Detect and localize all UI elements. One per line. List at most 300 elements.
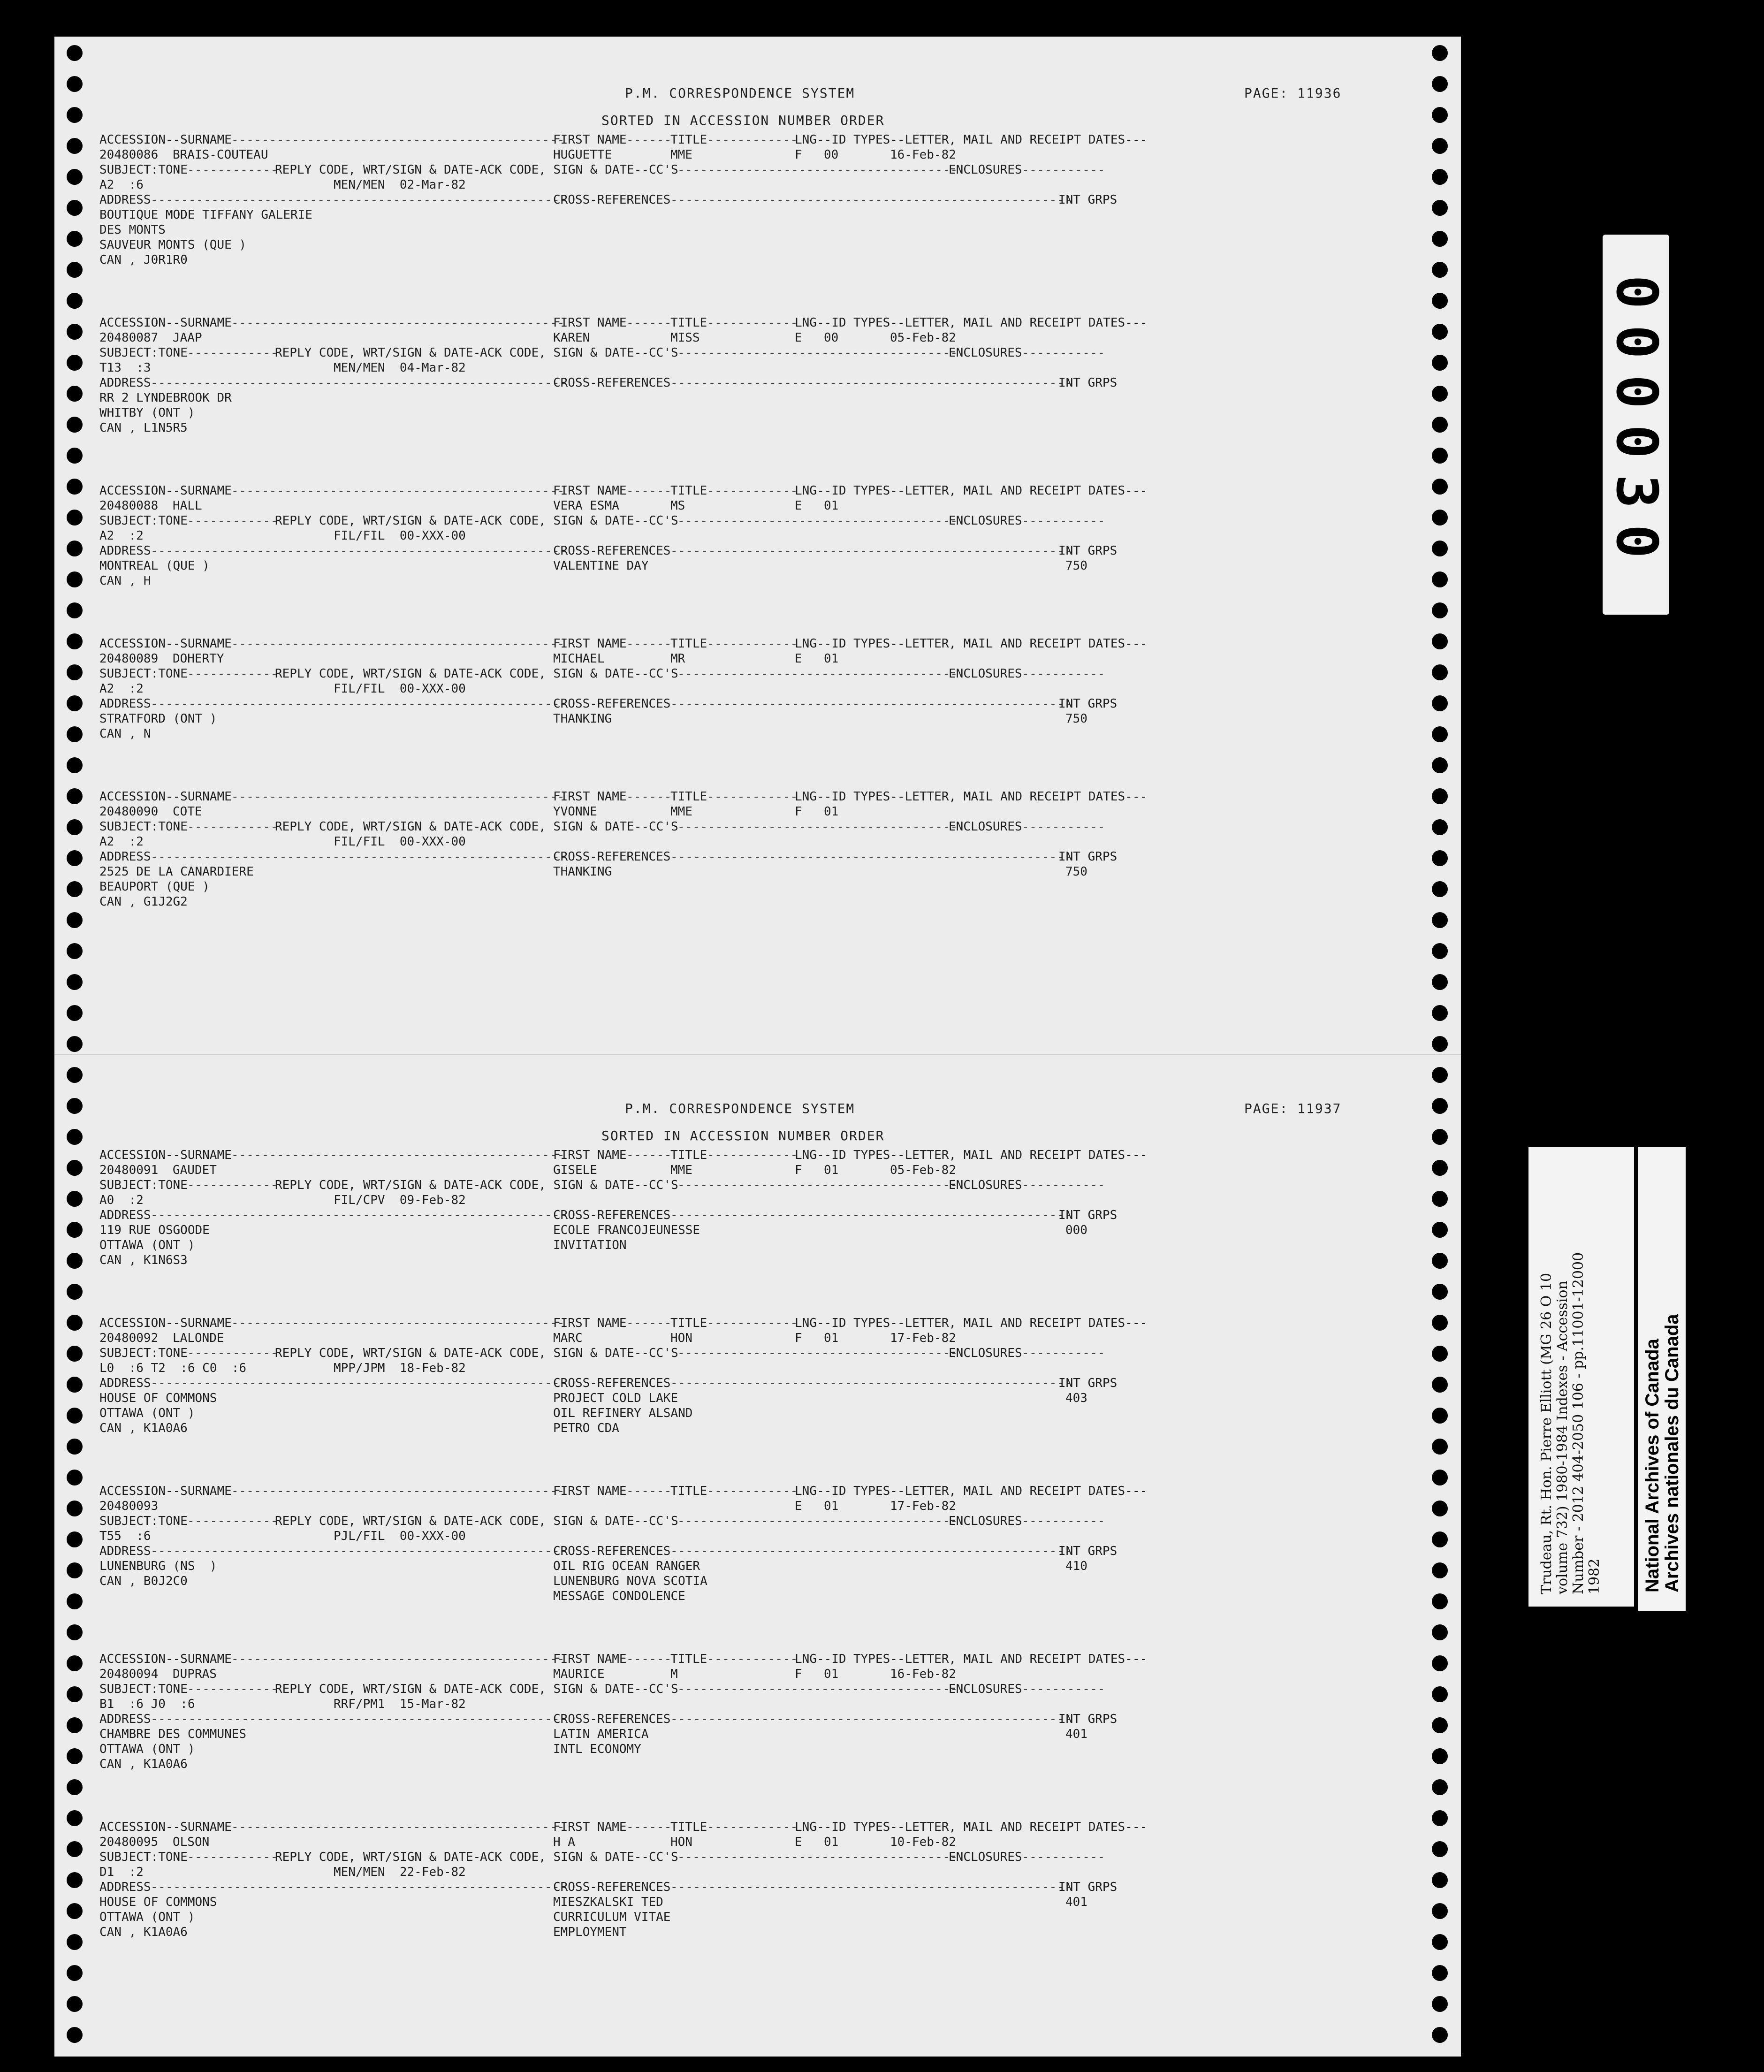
page-number: PAGE: 11937	[1244, 1101, 1342, 1116]
address-row	[99, 1253, 1441, 1268]
dash-rule: -------------------------------------	[677, 346, 958, 360]
label-enclosures: ENCLOSURES	[949, 667, 1022, 681]
label-lng-id: LNG--ID	[795, 1316, 846, 1330]
address-row	[99, 405, 1441, 420]
label-types: TYPES--LETTER, MAIL AND RECEIPT DATES---	[853, 1820, 1148, 1834]
surname: COTE	[173, 805, 202, 819]
cross-reference: VALENTINE DAY	[553, 559, 649, 573]
label-cross-references: CROSS-REFERENCES	[553, 1544, 671, 1558]
tractor-hole	[67, 695, 83, 711]
title: M	[670, 1667, 678, 1681]
language: F	[795, 805, 802, 819]
label-subject-tone: SUBJECT:TONE	[99, 667, 188, 681]
dash-rule: -------------------------------------------------------	[151, 850, 568, 864]
dash-rule: -------------------------------------	[677, 163, 958, 177]
label-enclosures: ENCLOSURES	[949, 1346, 1022, 1360]
address-row	[99, 420, 1441, 435]
tractor-hole	[67, 1439, 83, 1455]
dash-rule: -------------------------------------	[677, 1346, 958, 1360]
int-group: 000	[1065, 1223, 1087, 1237]
tractor-hole	[67, 1346, 83, 1362]
address-row	[99, 222, 1441, 237]
label-int-grps: INT GRPS	[1058, 1880, 1118, 1894]
dash-rule: --------------------------------------------	[231, 484, 565, 498]
citation-label	[1528, 1147, 1634, 1607]
address-line: 2525 DE LA CANARDIERE	[99, 865, 254, 879]
reply-code: FIL/FIL 00-XXX-00	[334, 682, 466, 696]
record-label-row	[99, 1652, 1441, 1667]
dash-rule: ------------	[187, 1346, 278, 1360]
tractor-hole	[67, 541, 83, 556]
cross-reference: PETRO CDA	[553, 1421, 619, 1435]
first-name: VERA ESMA	[553, 499, 619, 513]
label-types: TYPES--LETTER, MAIL AND RECEIPT DATES---	[853, 637, 1148, 651]
cross-reference: THANKING	[553, 865, 612, 879]
accession-record	[99, 1316, 1441, 1436]
label-ack-code: ACK CODE, SIGN & DATE--CC'S	[480, 667, 678, 681]
dash-rule: -------------------------------------------------------	[151, 193, 568, 207]
label-address: ADDRESS	[99, 544, 151, 558]
dash-rule: -----------	[1022, 1178, 1105, 1192]
record-label-row	[99, 315, 1441, 330]
reply-code: RRF/PM1 15-Mar-82	[334, 1697, 466, 1711]
record-value-row	[99, 651, 1441, 666]
surname: JAAP	[173, 331, 202, 345]
label-enclosures: ENCLOSURES	[949, 820, 1022, 834]
dash-rule: -----------------------------------------------------	[670, 376, 1072, 390]
address-label-row	[99, 1880, 1441, 1895]
label-ack-code: ACK CODE, SIGN & DATE--CC'S	[480, 163, 678, 177]
letter-date: 16-Feb-82	[890, 148, 956, 162]
dash-rule: -----------	[1022, 1346, 1105, 1360]
label-int-grps: INT GRPS	[1058, 1712, 1118, 1726]
dash-rule: ------	[626, 1148, 672, 1162]
tractor-hole	[67, 788, 83, 804]
label-reply-code: REPLY CODE, WRT/SIGN & DATE-	[275, 1682, 481, 1696]
int-group: 750	[1065, 559, 1087, 573]
tractor-hole	[67, 1996, 83, 2012]
address-row	[99, 207, 1441, 222]
title: MS	[670, 499, 685, 513]
dash-rule: ------------	[187, 667, 278, 681]
page-header	[99, 1101, 1441, 1148]
surname: GAUDET	[173, 1163, 217, 1177]
subject-tone: A2 :2	[99, 682, 144, 696]
surname: OLSON	[173, 1835, 210, 1849]
first-name: YVONNE	[553, 805, 597, 819]
label-reply-code: REPLY CODE, WRT/SIGN & DATE-	[275, 667, 481, 681]
dash-rule: -------------------------------------	[677, 820, 958, 834]
address-row	[99, 252, 1441, 267]
address-line: BOUTIQUE MODE TIFFANY GALERIE	[99, 208, 312, 222]
address-line: OTTAWA (ONT )	[99, 1742, 195, 1756]
label-enclosures: ENCLOSURES	[949, 1178, 1022, 1192]
address-label-row	[99, 192, 1441, 207]
address-row	[99, 1742, 1441, 1757]
tractor-hole	[67, 45, 83, 61]
tractor-hole	[67, 1036, 83, 1052]
address-row	[99, 726, 1441, 741]
address-line: MONTREAL (QUE )	[99, 559, 210, 573]
label-address: ADDRESS	[99, 1544, 151, 1558]
label-types: TYPES--LETTER, MAIL AND RECEIPT DATES---	[853, 484, 1148, 498]
subject-tone: L0 :6 T2 :6 C0 :6	[99, 1361, 247, 1375]
label-first-name: FIRST NAME	[553, 316, 627, 330]
address-row	[99, 1727, 1441, 1742]
first-name: KAREN	[553, 331, 590, 345]
frame-number-tag	[1603, 235, 1669, 615]
subject-tone: A2 :2	[99, 529, 144, 543]
dash-rule: ------	[626, 133, 672, 147]
label-title: TITLE	[670, 637, 707, 651]
cross-reference: LUNENBURG NOVA SCOTIA	[553, 1574, 707, 1588]
dash-rule: -----------	[1022, 514, 1105, 528]
subject-label-row	[99, 1514, 1441, 1529]
address-row	[99, 558, 1441, 573]
address-line: OTTAWA (ONT )	[99, 1406, 195, 1420]
label-enclosures: ENCLOSURES	[949, 163, 1022, 177]
first-name: MICHAEL	[553, 652, 605, 666]
label-ack-code: ACK CODE, SIGN & DATE--CC'S	[480, 1514, 678, 1528]
dash-rule: ------	[626, 1652, 672, 1666]
tractor-hole	[67, 200, 83, 216]
address-row	[99, 894, 1441, 909]
label-reply-code: REPLY CODE, WRT/SIGN & DATE-	[275, 346, 481, 360]
record-label-row	[99, 789, 1441, 804]
address-row	[99, 573, 1441, 588]
dash-rule: -------------------------------------------------------	[151, 1544, 568, 1558]
cross-reference: PROJECT COLD LAKE	[553, 1391, 678, 1405]
label-cross-references: CROSS-REFERENCES	[553, 1880, 671, 1894]
page-header	[99, 85, 1441, 132]
surname: DUPRAS	[173, 1667, 217, 1681]
int-group: 401	[1065, 1895, 1087, 1909]
id-code: 01	[824, 1835, 839, 1849]
dash-rule: ------------	[187, 1850, 278, 1864]
address-row	[99, 1925, 1441, 1940]
label-ack-code: ACK CODE, SIGN & DATE--CC'S	[480, 820, 678, 834]
label-lng-id: LNG--ID	[795, 637, 846, 651]
label-title: TITLE	[670, 1820, 707, 1834]
label-ack-code: ACK CODE, SIGN & DATE--CC'S	[480, 1682, 678, 1696]
tractor-hole	[1432, 45, 1448, 61]
label-first-name: FIRST NAME	[553, 1316, 627, 1330]
record-value-row	[99, 1331, 1441, 1346]
label-subject-tone: SUBJECT:TONE	[99, 514, 188, 528]
tractor-hole	[67, 1965, 83, 1981]
address-line: CAN , K1A0A6	[99, 1925, 188, 1939]
dash-rule: -----------	[1022, 346, 1105, 360]
accession-record	[99, 1652, 1441, 1772]
subject-value-row	[99, 681, 1441, 696]
language: E	[795, 331, 802, 345]
dash-rule: -------------------------------------	[677, 1850, 958, 1864]
accession-record	[99, 1484, 1441, 1604]
tractor-hole	[67, 1160, 83, 1176]
reply-code: PJL/FIL 00-XXX-00	[334, 1529, 466, 1543]
tractor-hole	[67, 510, 83, 526]
dash-rule: --------------------------------------------	[231, 1316, 565, 1330]
frame-number: 000030	[1604, 275, 1669, 574]
tractor-hole	[67, 448, 83, 464]
label-reply-code: REPLY CODE, WRT/SIGN & DATE-	[275, 1850, 481, 1864]
letter-date: 17-Feb-82	[890, 1499, 956, 1513]
dash-rule: -----------	[1022, 1514, 1105, 1528]
tractor-hole	[67, 633, 83, 649]
dash-rule: -----------------------------------------------------	[670, 1544, 1072, 1558]
subject-value-row	[99, 1865, 1441, 1880]
title: MME	[670, 148, 692, 162]
subject-label-row	[99, 1346, 1441, 1361]
cross-reference: THANKING	[553, 712, 612, 726]
letter-date: 05-Feb-82	[890, 331, 956, 345]
accession-record	[99, 315, 1441, 435]
label-int-grps: INT GRPS	[1058, 544, 1118, 558]
address-label-row	[99, 696, 1441, 711]
dash-rule: -------------------------------------------------------	[151, 1712, 568, 1726]
accession-number: 20480091	[99, 1163, 159, 1177]
subject-tone: A0 :2	[99, 1193, 144, 1207]
subject-tone: T13 :3	[99, 361, 151, 375]
label-title: TITLE	[670, 316, 707, 330]
label-enclosures: ENCLOSURES	[949, 514, 1022, 528]
address-row	[99, 1406, 1441, 1421]
dash-rule: -----------------------------------------------------	[670, 850, 1072, 864]
address-row	[99, 1574, 1441, 1589]
tractor-hole	[67, 1624, 83, 1640]
language: F	[795, 1331, 802, 1345]
surname: HALL	[173, 499, 202, 513]
dash-rule: --------------------------------------------	[231, 790, 565, 804]
dash-rule: -------------------------------------	[677, 1682, 958, 1696]
address-line: RR 2 LYNDEBROOK DR	[99, 391, 232, 405]
label-reply-code: REPLY CODE, WRT/SIGN & DATE-	[275, 1178, 481, 1192]
subject-value-row	[99, 1361, 1441, 1376]
letter-date: 10-Feb-82	[890, 1835, 956, 1849]
label-accession: ACCESSION--SURNAME	[99, 790, 232, 804]
label-address: ADDRESS	[99, 1880, 151, 1894]
address-line: CAN , H	[99, 574, 151, 588]
address-label-row	[99, 1376, 1441, 1391]
tractor-hole	[1432, 2027, 1448, 2043]
reply-code: MEN/MEN 04-Mar-82	[334, 361, 466, 375]
subject-value-row	[99, 1697, 1441, 1712]
tractor-hole	[67, 757, 83, 773]
reply-code: FIL/FIL 00-XXX-00	[334, 529, 466, 543]
label-int-grps: INT GRPS	[1058, 1544, 1118, 1558]
accession-record	[99, 789, 1441, 909]
dash-rule: ------------	[707, 790, 798, 804]
label-types: TYPES--LETTER, MAIL AND RECEIPT DATES---	[853, 133, 1148, 147]
dash-rule: ------	[626, 316, 672, 330]
label-first-name: FIRST NAME	[553, 1148, 627, 1162]
dash-rule: -------------------------------------------------------	[151, 1376, 568, 1390]
tractor-hole	[67, 1191, 83, 1207]
label-reply-code: REPLY CODE, WRT/SIGN & DATE-	[275, 820, 481, 834]
label-lng-id: LNG--ID	[795, 484, 846, 498]
label-accession: ACCESSION--SURNAME	[99, 133, 232, 147]
dash-rule: ------------	[187, 1178, 278, 1192]
cross-reference: ECOLE FRANCOJEUNESSE	[553, 1223, 700, 1237]
address-line: HOUSE OF COMMONS	[99, 1895, 217, 1909]
dash-rule: -----------	[1022, 667, 1105, 681]
id-code: 01	[824, 1331, 839, 1345]
address-line: CAN , B0J2C0	[99, 1574, 188, 1588]
label-first-name: FIRST NAME	[553, 790, 627, 804]
printout-sheet	[54, 37, 1461, 2057]
tractor-hole	[67, 1129, 83, 1145]
cross-reference: LATIN AMERICA	[553, 1727, 649, 1741]
dash-rule: --------------------------------------------	[231, 133, 565, 147]
dash-rule: -----------	[1022, 1682, 1105, 1696]
label-ack-code: ACK CODE, SIGN & DATE--CC'S	[480, 514, 678, 528]
dash-rule: -------------------------------------	[677, 1514, 958, 1528]
int-group: 410	[1065, 1559, 1087, 1573]
tractor-hole	[67, 1810, 83, 1826]
label-types: TYPES--LETTER, MAIL AND RECEIPT DATES---	[853, 1316, 1148, 1330]
dash-rule: ------	[626, 1316, 672, 1330]
label-ack-code: ACK CODE, SIGN & DATE--CC'S	[480, 1850, 678, 1864]
label-int-grps: INT GRPS	[1058, 376, 1118, 390]
label-cross-references: CROSS-REFERENCES	[553, 1208, 671, 1222]
record-label-row	[99, 483, 1441, 498]
tractor-hole	[67, 602, 83, 618]
address-label-row	[99, 1544, 1441, 1559]
dash-rule: -----------	[1022, 820, 1105, 834]
dash-rule: ------------	[187, 820, 278, 834]
dash-rule: ------	[626, 1484, 672, 1498]
language: F	[795, 1667, 802, 1681]
cross-reference: OIL RIG OCEAN RANGER	[553, 1559, 700, 1573]
surname: LALONDE	[173, 1331, 224, 1345]
label-enclosures: ENCLOSURES	[949, 1514, 1022, 1528]
accession-number: 20480089	[99, 652, 159, 666]
letter-date: 05-Feb-82	[890, 1163, 956, 1177]
archive-name	[1638, 1147, 1686, 1611]
cross-reference: MESSAGE CONDOLENCE	[553, 1589, 685, 1603]
label-int-grps: INT GRPS	[1058, 850, 1118, 864]
tractor-hole	[67, 726, 83, 742]
tractor-hole	[67, 1253, 83, 1269]
label-accession: ACCESSION--SURNAME	[99, 484, 232, 498]
dash-rule: -------------------------------------------------------	[151, 1880, 568, 1894]
label-types: TYPES--LETTER, MAIL AND RECEIPT DATES---	[853, 1484, 1148, 1498]
label-first-name: FIRST NAME	[553, 484, 627, 498]
accession-number: 20480090	[99, 805, 159, 819]
dash-rule: -------------------------------------	[677, 1178, 958, 1192]
address-row	[99, 390, 1441, 405]
dash-rule: --------------------------------------------	[231, 1820, 565, 1834]
address-line: CAN , G1J2G2	[99, 895, 188, 909]
left-tractor-holes	[61, 37, 89, 2057]
address-line: CAN , L1N5R5	[99, 421, 188, 435]
dash-rule: -----------------------------------------------------	[670, 1376, 1072, 1390]
dash-rule: --------------------------------------------	[231, 637, 565, 651]
label-cross-references: CROSS-REFERENCES	[553, 544, 671, 558]
label-reply-code: REPLY CODE, WRT/SIGN & DATE-	[275, 1514, 481, 1528]
label-types: TYPES--LETTER, MAIL AND RECEIPT DATES---	[853, 790, 1148, 804]
tractor-hole	[67, 1501, 83, 1516]
accession-number: 20480095	[99, 1835, 159, 1849]
label-cross-references: CROSS-REFERENCES	[553, 697, 671, 711]
dash-rule: -------------------------------------------------------	[151, 544, 568, 558]
int-group: 401	[1065, 1727, 1087, 1741]
first-name: MAURICE	[553, 1667, 605, 1681]
label-first-name: FIRST NAME	[553, 637, 627, 651]
tractor-hole	[67, 664, 83, 680]
cross-reference: CURRICULUM VITAE	[553, 1910, 671, 1924]
record-label-row	[99, 132, 1441, 147]
dash-rule: ------------	[187, 346, 278, 360]
address-line: CAN , N	[99, 727, 151, 741]
tractor-hole	[67, 262, 83, 278]
dash-rule: ------------	[707, 316, 798, 330]
record-label-row	[99, 636, 1441, 651]
dash-rule: -----------------------------------------------------	[670, 697, 1072, 711]
language: E	[795, 1835, 802, 1849]
accession-record	[99, 1148, 1441, 1268]
accession-record	[99, 636, 1441, 741]
label-reply-code: REPLY CODE, WRT/SIGN & DATE-	[275, 514, 481, 528]
subject-label-row	[99, 162, 1441, 177]
label-lng-id: LNG--ID	[795, 1652, 846, 1666]
id-code: 01	[824, 652, 839, 666]
dash-rule: --------------------------------------------	[231, 316, 565, 330]
dash-rule: ------------	[707, 1484, 798, 1498]
address-row	[99, 1757, 1441, 1772]
address-label-row	[99, 849, 1441, 864]
tractor-hole	[67, 881, 83, 897]
subject-label-row	[99, 666, 1441, 681]
dash-rule: -----------------------------------------------------	[670, 1880, 1072, 1894]
dash-rule: -----------------------------------------------------	[670, 193, 1072, 207]
tractor-hole	[67, 76, 83, 92]
record-label-row	[99, 1148, 1441, 1163]
address-row	[99, 1421, 1441, 1436]
title: HON	[670, 1835, 692, 1849]
tractor-hole	[67, 355, 83, 371]
label-accession: ACCESSION--SURNAME	[99, 1652, 232, 1666]
archive-name-en: National Archives of Canada	[1642, 1339, 1663, 1592]
tractor-hole	[1432, 1005, 1448, 1021]
sort-order: SORTED IN ACCESSION NUMBER ORDER	[601, 113, 885, 128]
dash-rule: ------	[626, 790, 672, 804]
label-lng-id: LNG--ID	[795, 790, 846, 804]
dash-rule: -------------------------------------------------------	[151, 697, 568, 711]
tractor-hole	[67, 1779, 83, 1795]
dash-rule: ------------	[707, 1652, 798, 1666]
dash-rule: ------------	[187, 1514, 278, 1528]
tractor-hole	[67, 1686, 83, 1702]
label-first-name: FIRST NAME	[553, 1652, 627, 1666]
title: HON	[670, 1331, 692, 1345]
id-code: 01	[824, 805, 839, 819]
label-int-grps: INT GRPS	[1058, 697, 1118, 711]
id-code: 00	[824, 148, 839, 162]
title: MR	[670, 652, 685, 666]
id-code: 01	[824, 1499, 839, 1513]
label-title: TITLE	[670, 1484, 707, 1498]
dash-rule: --------------------------------------------	[231, 1148, 565, 1162]
dash-rule: ------------	[707, 1820, 798, 1834]
dash-rule: -----------------------------------------------------	[670, 1208, 1072, 1222]
dash-rule: ------------	[187, 514, 278, 528]
accession-number: 20480092	[99, 1331, 159, 1345]
reply-code: MEN/MEN 02-Mar-82	[334, 178, 466, 192]
language: E	[795, 1499, 802, 1513]
dash-rule: ------------	[707, 1316, 798, 1330]
label-address: ADDRESS	[99, 850, 151, 864]
